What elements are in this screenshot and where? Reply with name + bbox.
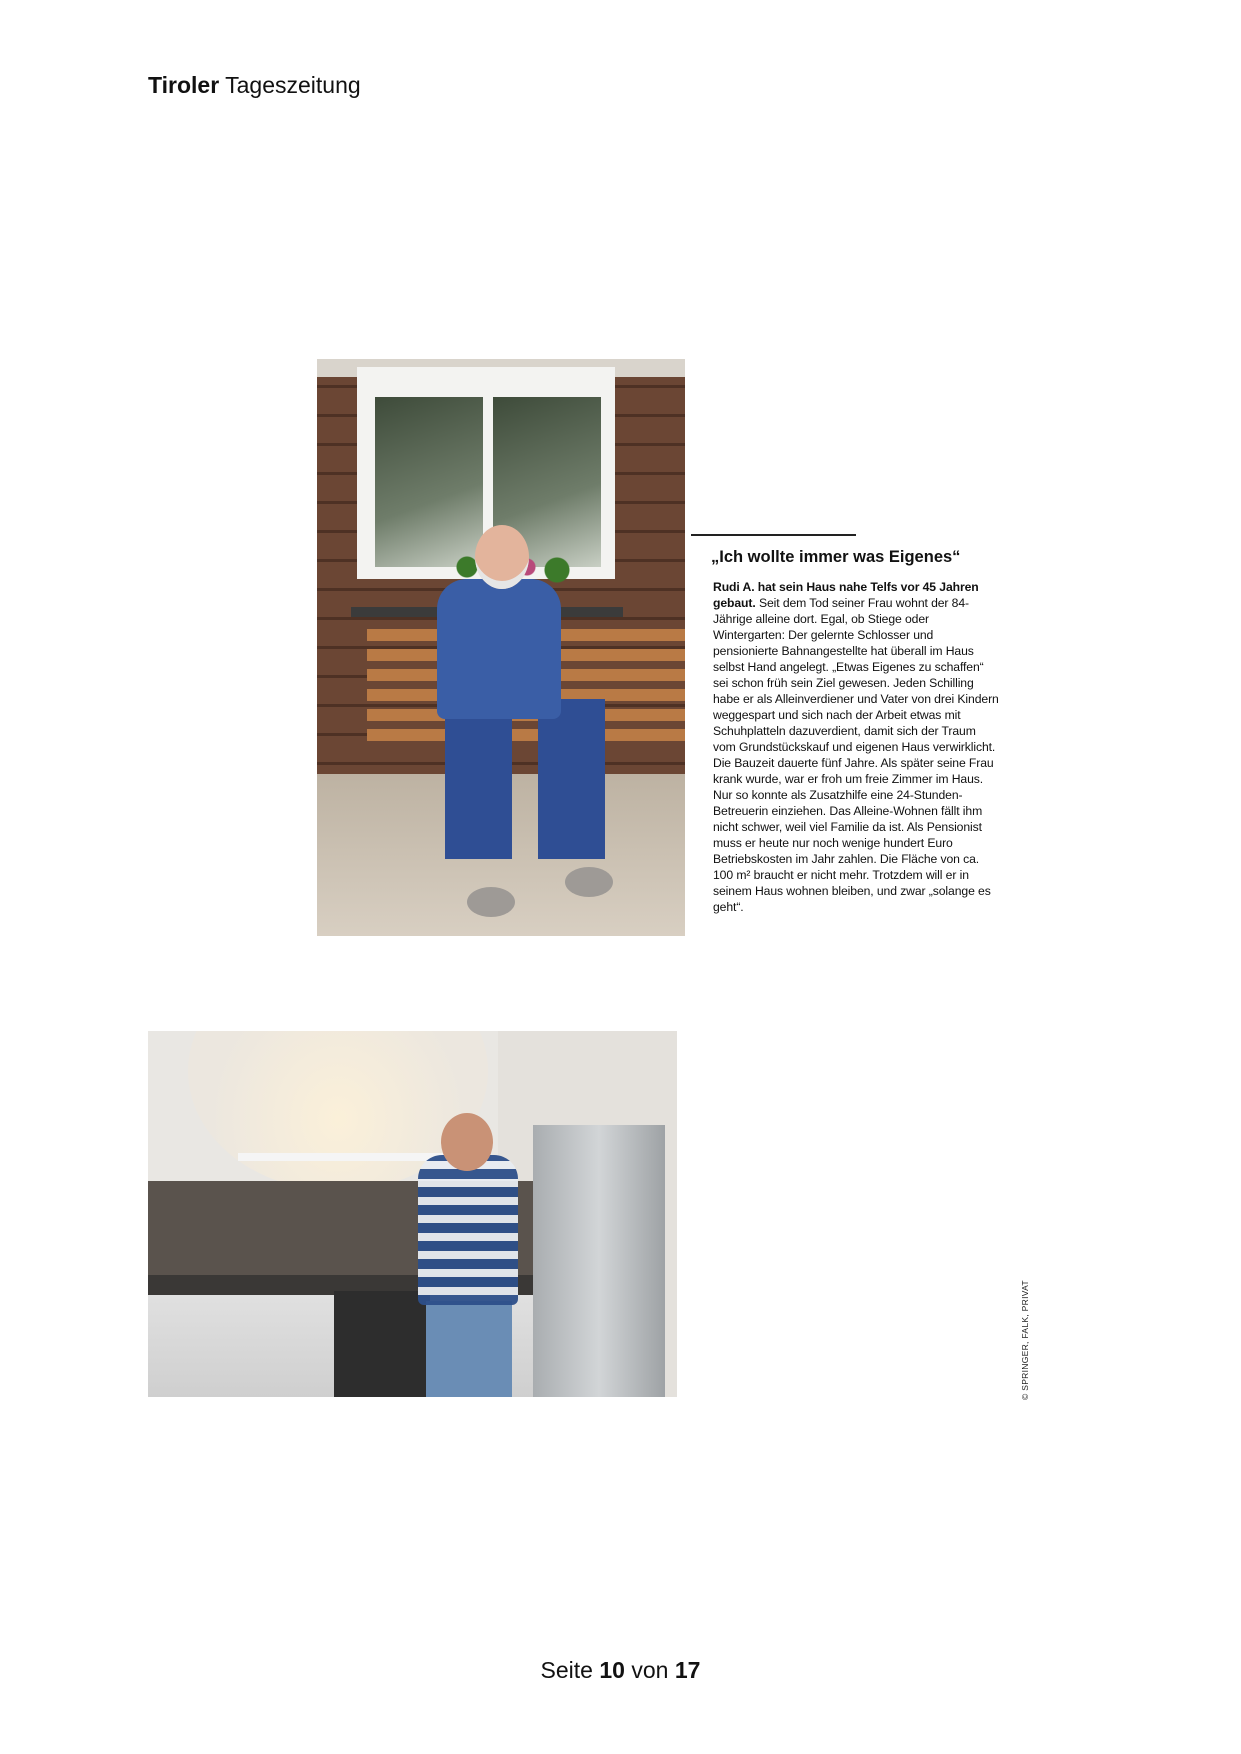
page-footer (0, 1657, 1241, 1684)
brand-bold: Tiroler (148, 72, 220, 98)
total-pages: 17 (674, 1657, 701, 1683)
article-rule (691, 534, 856, 536)
article-text: Seit dem Tod seiner Frau wohnt der 84-Jährige alleine dort. Egal, ob Stiege oder Wintergarten: Der gelernte Schlosser und pensionierte Bahnangestellte hat überall im Haus selbst Hand angelegt. „Etwas Eigenes zu schaffen“ sei schon früh sein Ziel gewesen. Jeden Schilling habe er als Alleinverdiener und Vater von drei Kindern weggespart und sich nach der Arbeit etwas mit Schuhplatteln dazuverdient, damit sich der Traum vom Grundstückskauf und eigenen Haus verwirklicht. Die Bauzeit dauerte fünf Jahre. Als später seine Frau krank wurde, war er froh um freie Zimmer im Haus. Nur so konnte als Zusatzhilfe eine 24-Stunden-Betreuerin einziehen. Das Alleine-Wohnen fällt ihm nicht schwer, weil viel Familie da ist. Als Pensionist muss er heute nur noch wenige hundert Euro Betriebskosten im Jahr zahlen. Die Fläche von ca. 100 m² braucht er nicht mehr. Trotzdem will er in seinem Haus wohnen bleiben, und zwar „solange es geht“. (713, 596, 999, 914)
footer-middle: von (631, 1657, 669, 1683)
photo-man-in-kitchen (148, 1031, 677, 1397)
article-lead: Rudi A. hat sein Haus nahe Telfs vor 45 Jahren gebaut. (713, 580, 979, 610)
newspaper-brand (148, 72, 361, 99)
fridge (533, 1125, 665, 1397)
article-title: „Ich wollte immer was Eigenes“ (711, 548, 961, 566)
brand-regular: Tageszeitung (225, 72, 361, 98)
photo-man-on-bench (317, 359, 685, 936)
footer-prefix: Seite (540, 1657, 593, 1683)
current-page: 10 (599, 1657, 625, 1683)
photo-credit: © SPRINGER, FALK, PRIVAT (1020, 1280, 1030, 1400)
article-body (713, 579, 1001, 915)
